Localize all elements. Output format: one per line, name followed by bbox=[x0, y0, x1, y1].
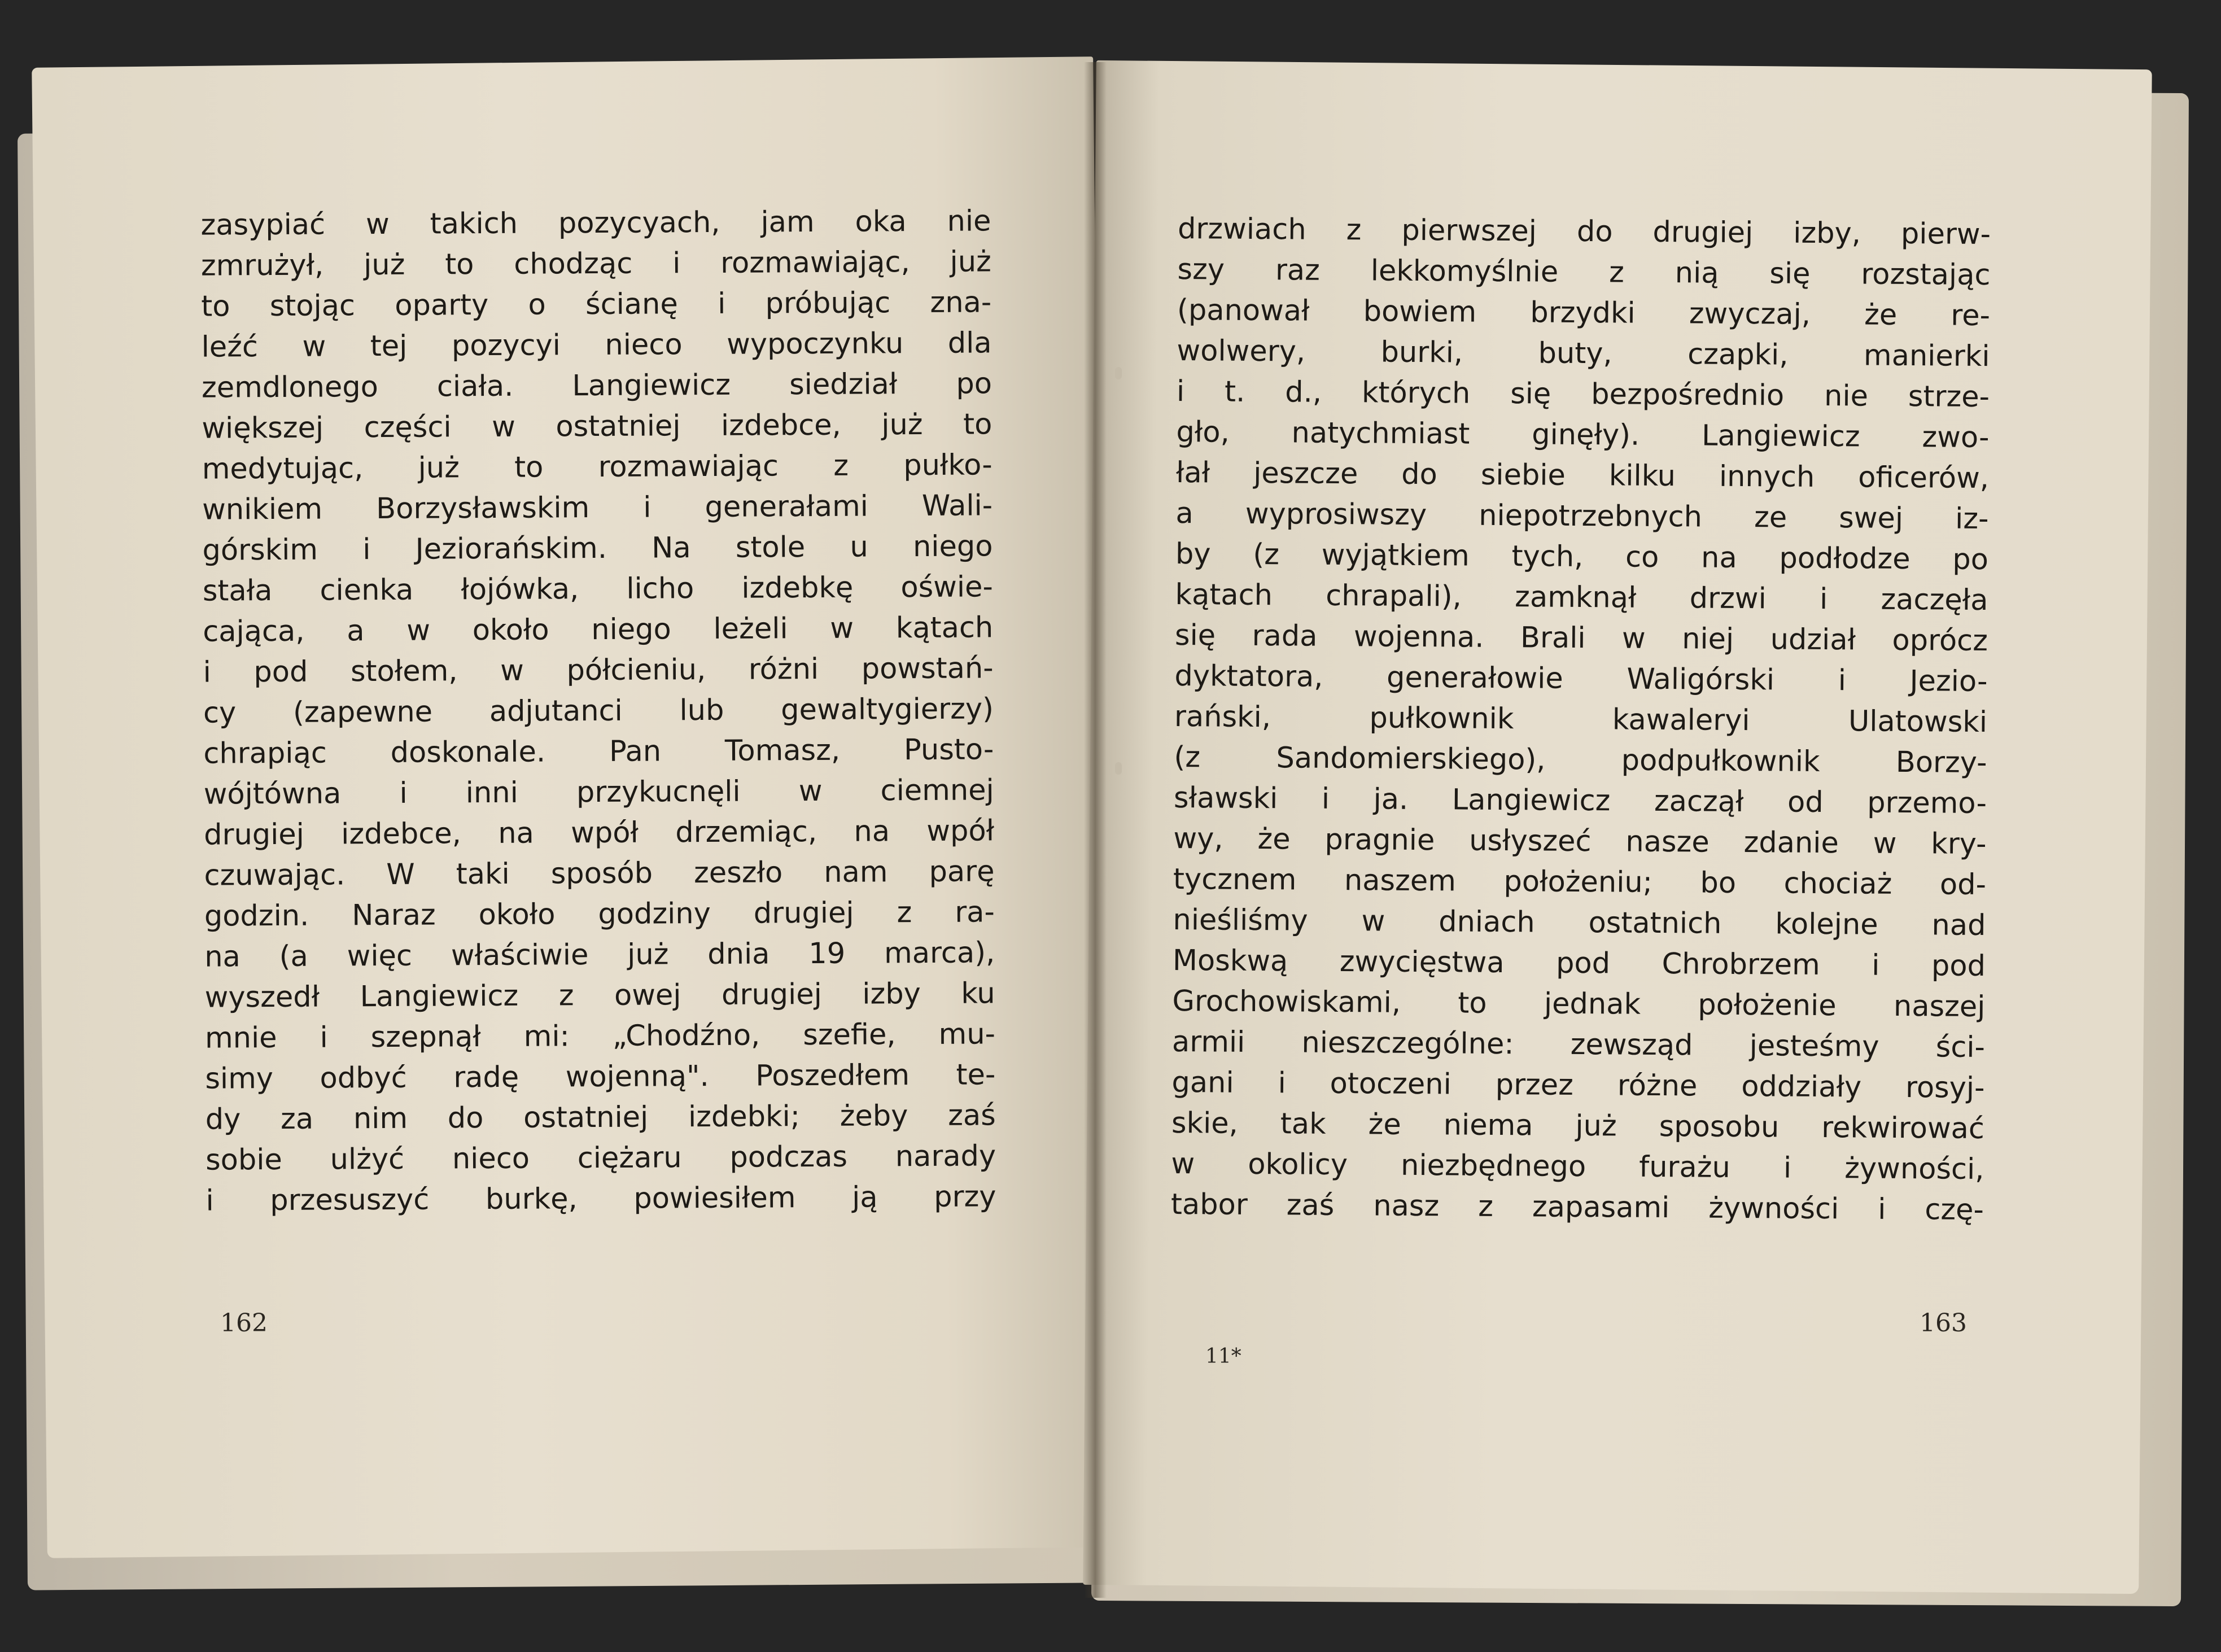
text-line: to stojąc oparty o ścianę i próbując zna- bbox=[201, 286, 992, 324]
text-line: cająca, a w około niego leżeli w kątach bbox=[203, 611, 994, 649]
text-line: Moskwą zwycięstwa pod Chrobrzem i pod bbox=[1172, 943, 1986, 984]
text-line: zasypiać w takich pozycyach, jam oka nie bbox=[200, 204, 991, 242]
text-line: górskim i Jeziorańskim. Na stole u niego bbox=[202, 530, 993, 567]
text-line: by (z wyjątkiem tych, co na podłodze po bbox=[1175, 537, 1989, 577]
text-line: dy za nim do ostatniej izdebki; żeby zaś bbox=[205, 1099, 996, 1137]
text-line: szy raz lekkomyślnie z nią się rozstając bbox=[1177, 252, 1991, 292]
binding-stitch-hole bbox=[1115, 762, 1122, 775]
text-line: gło, natychmiast ginęły). Langiewicz zwo- bbox=[1176, 415, 1990, 455]
right-page-number: 163 bbox=[1920, 1309, 1967, 1338]
text-line: wolwery, burki, buty, czapki, manierki bbox=[1177, 334, 1990, 374]
text-line: kątach chrapali), zamknął drzwi i zaczęła bbox=[1175, 578, 1988, 618]
text-line: i t. d., których się bezpośrednio nie strze- bbox=[1176, 374, 1990, 414]
text-line: gani i otoczeni przez różne oddziały rosyj- bbox=[1171, 1065, 1985, 1105]
text-line: sobie ulżyć nieco ciężaru podczas narady bbox=[205, 1139, 996, 1177]
text-line: nieśliśmy w dniach ostatnich kolejne nad bbox=[1173, 903, 1986, 943]
text-line: mnie i szepnął mi: „Chodźno, szefie, mu- bbox=[204, 1017, 996, 1055]
text-line: i przesuszyć burkę, powiesiłem ją przy bbox=[206, 1180, 996, 1218]
text-line: godzin. Naraz około godziny drugiej z ra- bbox=[204, 895, 995, 933]
text-line: chrapiąc doskonale. Pan Tomasz, Pusto- bbox=[203, 733, 994, 771]
text-line: wnikiem Borzysławskim i generałami Wali- bbox=[202, 489, 993, 527]
text-line: (panował bowiem brzydki zwyczaj, że re- bbox=[1177, 293, 1991, 333]
text-line: (z Sandomierskiego), podpułkownik Borzy- bbox=[1174, 740, 1987, 780]
text-line: zemdlonego ciała. Langiewicz siedział po bbox=[201, 367, 993, 405]
text-line: drzwiach z pierwszej do drugiej izby, pierw- bbox=[1177, 212, 1991, 252]
text-line: wyszedł Langiewicz z owej drugiej izby ku bbox=[204, 977, 995, 1015]
text-line: w okolicy niezbędnego furażu i żywności, bbox=[1171, 1147, 1984, 1187]
right-page-text bbox=[1171, 209, 1991, 1231]
text-line: sławski i ja. Langiewicz zaczął od przemo- bbox=[1173, 781, 1987, 821]
text-line: Grochowiskami, to jednak położenie naszej bbox=[1172, 984, 1986, 1024]
text-line: medytując, już to rozmawiając z pułko- bbox=[202, 448, 993, 486]
text-line: wójtówna i inni przykucnęli w ciemnej bbox=[203, 773, 994, 811]
text-line: łał jeszcze do siebie kilku innych oficerów, bbox=[1175, 456, 1990, 496]
text-line: większej części w ostatniej izdebce, już to bbox=[202, 408, 993, 445]
printer-signature-mark: 11* bbox=[1205, 1345, 1241, 1368]
text-line: stała cienka łojówka, licho izdebkę oświe- bbox=[202, 570, 994, 608]
text-line: wy, że pragnie usłyszeć nasze zdanie w kry- bbox=[1173, 821, 1987, 862]
text-line: się rada wojenna. Brali w niej udział oprócz bbox=[1174, 618, 1988, 658]
text-line: tycznem naszem położeniu; bo chociaż od- bbox=[1173, 862, 1987, 902]
text-line: na (a więc właściwie już dnia 19 marca), bbox=[204, 936, 995, 974]
text-line: zmrużył, już to chodząc i rozmawiając, już bbox=[200, 245, 991, 283]
text-line: rański, pułkownik kawaleryi Ulatowski bbox=[1174, 700, 1988, 740]
text-line: tabor zaś nasz z zapasami żywności i czę- bbox=[1170, 1187, 1984, 1227]
text-line: i pod stołem, w półcieniu, różni powstań- bbox=[203, 652, 994, 689]
text-line: drugiej izdebce, na wpół drzemiąc, na wpół bbox=[203, 814, 995, 852]
text-line: skie, tak że niema już sposobu rekwirować bbox=[1171, 1106, 1985, 1146]
text-line: armii nieszczególne: zewsząd jesteśmy ści- bbox=[1171, 1025, 1986, 1065]
binding-stitch-hole bbox=[1115, 367, 1122, 379]
text-line: simy odbyć radę wojenną". Poszedłem te- bbox=[205, 1058, 996, 1096]
text-line: a wyprosiwszy niepotrzebnych ze swej iz- bbox=[1175, 496, 1989, 536]
left-page-number: 162 bbox=[220, 1309, 268, 1338]
text-line: czuwając. W taki sposób zeszło nam parę bbox=[204, 855, 995, 893]
text-line: dyktatora, generałowie Waligórski i Jezio- bbox=[1174, 659, 1988, 699]
text-line: cy (zapewne adjutanci lub gewaltygierzy) bbox=[203, 692, 994, 730]
book-gutter bbox=[1084, 62, 1107, 1598]
left-page-text bbox=[200, 201, 996, 1221]
text-line: leźć w tej pozycyi nieco wypoczynku dla bbox=[201, 326, 992, 364]
